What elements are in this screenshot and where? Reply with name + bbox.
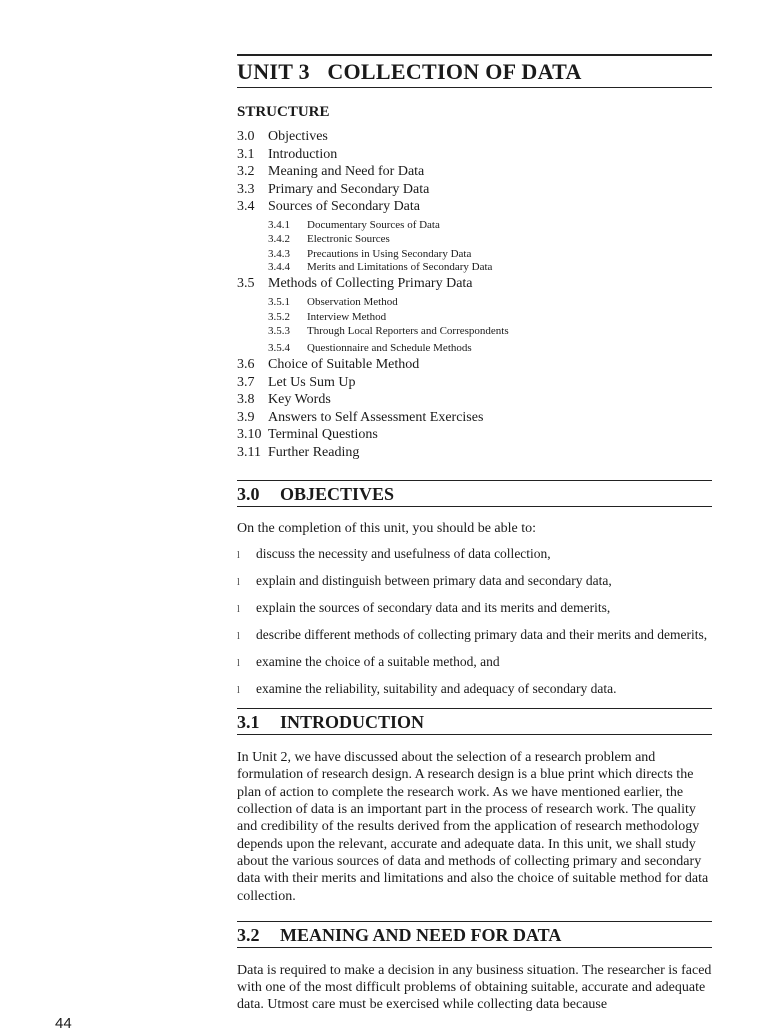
toc-item: 3.8 Key Words [237,392,331,408]
toc-item: 3.2 Meaning and Need for Data [237,164,425,180]
list-item: l explain and distinguish between primary data and secondary data, [237,572,612,588]
toc-subitem: 3.4.1 Documentary Sources of Data [268,218,440,231]
toc-item: 3.10 Terminal Questions [237,427,378,443]
toc-subitem: 3.5.4 Questionnaire and Schedule Methods [268,341,472,354]
toc-item: 3.7 Let Us Sum Up [237,374,356,390]
list-item: l discuss the necessity and usefulness of data collection, [237,545,551,561]
toc-subitem: 3.5.2 Interview Method [268,310,387,323]
toc-subitem: 3.4.3 Precautions in Using Secondary Data [268,247,472,260]
objectives-intro: On the completion of this unit, you should be able to: [237,520,537,536]
toc-subitem: 3.4.4 Merits and Limitations of Secondary Data [268,261,493,274]
table-of-contents [237,128,712,462]
section-heading-meaning: 3.2 MEANING AND NEED FOR DATA [237,921,712,948]
toc-subitem: 3.4.2 Electronic Sources [268,233,390,246]
toc-item: 3.3 Primary and Secondary Data [237,181,430,197]
introduction-paragraph: In Unit 2, we have discussed about the selection of a research problem and formulation of research design. A research design is a blue print which directs the plan of action to complete the research work. As we have mentioned earlier, the collection of data is an important part in the process of research work. The quality and credibility of the results derived from the application of research methodology depends upon the relevant, accurate and adequate data. In this unit, we shall study about the various sources of data and methods of collecting primary and secondary data with their merits and limitations and also the choice of suitable method for data collection. [237,750,709,904]
toc-item: 3.5 Methods of Collecting Primary Data [237,276,473,292]
document-page [237,54,712,1014]
list-item: l describe different methods of collecting primary data and their merits and demerits, [237,626,708,642]
toc-item: 3.0 Objectives [237,129,328,144]
page-number: 44 [55,1015,72,1032]
toc-item: 3.6 Choice of Suitable Method [237,357,420,373]
toc-subitem: 3.5.1 Observation Method [268,296,398,309]
section-heading-introduction: 3.1 INTRODUCTION [237,708,712,735]
toc-item: 3.1 Introduction [237,146,338,162]
toc-item: 3.9 Answers to Self Assessment Exercises [237,409,484,425]
list-item: l examine the choice of a suitable method, and [237,653,500,669]
toc-subitem: 3.5.3 Through Local Reporters and Correspondents [268,325,509,338]
list-item: l explain the sources of secondary data and its merits and demerits, [237,599,611,615]
meaning-paragraph: Data is required to make a decision in any business situation. The researcher is faced with one of the most difficult problems of obtaining suitable, accurate and adequate data. Utmost care must be exercised while collecting data because [237,962,712,1013]
toc-item: 3.11 Further Reading [237,445,360,461]
structure-label: STRUCTURE [237,104,330,120]
unit-title: UNIT 3 COLLECTION OF DATA [237,54,712,88]
toc-item: 3.4 Sources of Secondary Data [237,199,421,215]
list-item: l examine the reliability, suitability and adequacy of secondary data. [237,680,617,696]
objectives-list [237,545,712,700]
section-heading-objectives: 3.0 OBJECTIVES [237,480,712,507]
